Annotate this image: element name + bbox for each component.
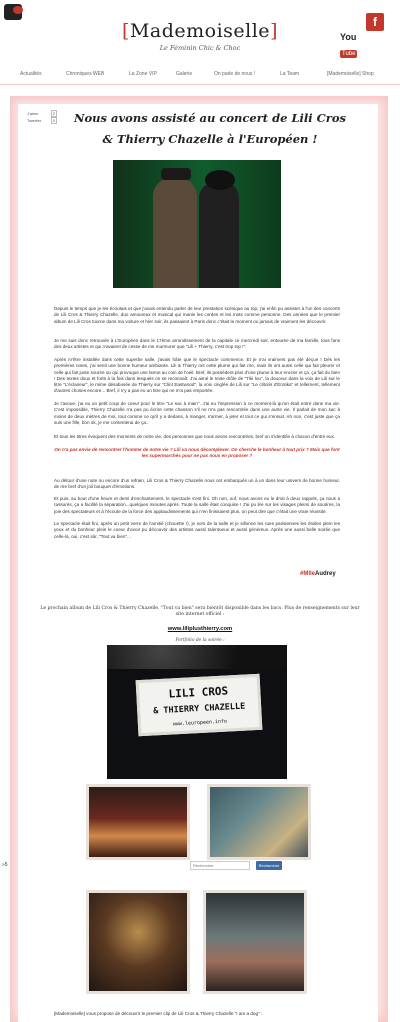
brand-tagline: Le Féminin Chic & Choc [159, 44, 241, 52]
portfolio-photo-performance[interactable] [207, 784, 311, 860]
nav-item-shop[interactable]: [Mademoiselle] Shop [327, 71, 374, 77]
album-announcement: Le prochain album de Lili Cros & Thierry Chazelle, "Tout va bien" sera bientôt disponible dans les bacs. Plus de renseignements sur leur site internet officiel : [40, 606, 360, 618]
nav-item-la-team[interactable]: La Team [280, 71, 300, 77]
signature-hash: #Mlle [300, 571, 316, 577]
nav-item-on-parle-de-nous[interactable]: On parle de nous ! [214, 71, 256, 77]
official-site-link[interactable]: www.liliplusthierry.com [167, 626, 233, 632]
marquee-line-3: www.leuropeen.info [172, 718, 228, 728]
facebook-icon[interactable]: f [366, 13, 384, 31]
youtube-tube-label: Tube [342, 51, 356, 57]
marquee-lights [107, 645, 287, 669]
concert-duo-photo [113, 160, 281, 288]
photo-figure-woman [199, 182, 239, 288]
search-bar [190, 861, 290, 871]
article-quote: On n'a pas envie de rencontrer l'homme de notre vie ? Lili va nous décomplexer. On cherche le bonheur à tout prix ? Mais que font les supermarchés pour ne pas nous en proposer ? [54, 447, 340, 459]
nav-divider [0, 84, 400, 85]
article-paragraph-3: Après m'être installée dans cette superbe salle, j'avais hâte que le spectacle commence. Et je n'ai vraiment pas été déçue ! Dès les premières notes, j'ai senti une bonne humeur ambiante. Lili & Thierry ont cette plume qui fait rire, mais ils ont aussi celle qui fait pleurer et celle qui fait juste sourire ou qui provoque une larme au coin de l'oeil. Bref, ils possèdent plus d'une plume à leur encrier et ça, ça fait du bien ! Des textes doux et forts à la fois dans lesquels on se reconnaît. J'ai aimé le texte drôle de "Tiki lou", la douceur dans la voix de Lili sur le titre "L'éclaireur", le mime désabusée de Thierry sur "Clint Eastwood", la voix cinglée de Lili sur "Le clitoris d'Erotika" et tellement, tellement d'autres choses encore... Bref, il n'y a pas eu un titre qui ne m'a pas emportée. [54, 357, 340, 394]
site-logo[interactable] [120, 20, 280, 52]
portfolio-photo-duo[interactable] [203, 890, 307, 994]
article-paragraph-4: Je l'avoue, j'ai eu un petit coup de coeur pour le titre "Le sac à main". J'ai eu l'impression à ce moment-là qu'on était entré dans ma vie. C'est impossible, Thierry Chazelle n'a pas pu écrire cette chanson s'il ne m'a pas rencontrée dans une autre vie. Il parlait de mon sac à moins de deux mètres de moi, tout comme ce qu'il y a dedans, à manger, s'armer, à jeter et tout ce qui s'ensuit. Ah non, c'est juste que ça suis une fille, bon ok, je me contenterai de ça.. [54, 401, 340, 425]
tweet-count: 0 [52, 118, 55, 123]
clip-announcement: [Mademoiselle] vous propose de découvrir le premier clip de Lili Cros & Thierry Chazelle "I am a dog" : [54, 1011, 263, 1016]
article-paragraph-7: Et puis, au bout d'une heure et demi d'enchantement, le spectacle s'est fini. Oh non, ouf, nous avons eu le droit à deux rappels, ça nous a rassurés, ça a facilité la séparation...quelques minutes après. Toute la salle était conquise ! J'ai pu lire sur les visages pleins de sourires, la joie des spectateurs et à l'écoute de la force des applaudissements qui n'en finissaient plus, on peut dire que c'était une vraie réussite. [54, 496, 340, 514]
nav-item-galerie[interactable]: Galerie [176, 71, 193, 77]
tweet-label: Tweeter [27, 118, 42, 123]
facebook-like[interactable] [27, 110, 57, 117]
portfolio-photo-poster[interactable] [86, 890, 190, 994]
like-count: 2 [52, 111, 55, 116]
marquee-sign [136, 674, 263, 736]
portfolio-photo-stage[interactable] [86, 784, 190, 860]
article-paragraph-2: Je me suis donc retrouvée à L'Européen dans le 17ème arrondissement de la capitale ce mercredi soir, entourée de ma famille, tous fans des deux artistes et qui n'avaient de cesse de me murmurer que "Lili + Thierry, c'est trop top !". [54, 338, 340, 350]
nav-item-chroniques-web[interactable]: Chroniques WEB [66, 71, 105, 77]
article-paragraph-1: Depuis le temps que je les écoutais et que j'avais entendu parler de leur prestation scénique au top, j'ai enfin pu assister à l'un des concerts de Lili Cros & Thierry Chazelle, duo amoureux et musical qui manie les cordes et les mots comme personne. Des années que le premier album de Lili Cros tourne dans ma voiture et hier soir, ils passaient à Paris donc c'était le moment ou jamais de vraiment les découvrir. [54, 306, 340, 324]
nav-item-actualites[interactable]: Actualités [20, 71, 42, 77]
article-title: Nous avons assisté au concert de Lili Cros & Thierry Chazelle à l'Européen ! [74, 111, 346, 146]
pager-label[interactable]: »5 [2, 862, 8, 868]
signature-name: Audrey [315, 571, 336, 577]
portfolio-caption: Portfolio de la soirée : [175, 638, 225, 643]
search-button[interactable]: Rechercher [256, 861, 282, 870]
author-signature[interactable] [300, 571, 336, 577]
marquee-line-2: & THIERRY CHAZELLE [152, 701, 246, 717]
photo-figure-man [153, 178, 197, 288]
brand-bracket-close: ] [270, 20, 278, 42]
photo-hair [205, 170, 235, 190]
article-paragraph-5: Et tous les titres évoquent des moments de notre vie, des personnes que nous avons rencontrées, bref on s'identifie à chacun d'entre eux. [54, 434, 336, 439]
brand-bracket-open: [ [122, 20, 130, 42]
site-header [0, 0, 400, 60]
theatre-marquee-photo [107, 645, 287, 779]
tweet-button[interactable] [27, 117, 57, 124]
article-paragraph-8: Le spectacle était fini, après un petit verre de l'amitié (chouette !), je sors de la salle et je sillonne les rues parisiennes les étoiles plein les yeux et du bonheur plein le coeur d'avoir pu découvrir des artistes aussi talentueux et aussi généreux. Après une aussi belle soirée que celle-là, oui, c'est sûr, "Tout va bien"... [54, 521, 340, 539]
social-share [27, 110, 57, 124]
search-input[interactable] [190, 861, 250, 870]
main-nav [0, 68, 400, 82]
youtube-you-label: You [340, 32, 357, 42]
site-corner-logo-icon[interactable] [4, 4, 22, 20]
photo-hat [161, 168, 191, 180]
like-label: J'aime [27, 111, 39, 116]
nav-item-zone-vip[interactable]: La Zone VIP [129, 71, 157, 77]
brand-title [120, 20, 280, 42]
article-paragraph-6: Au détour d'une note ou encore d'un refrain, Lili Cros & Thierry Chazelle nous ont embarqués un à un dans leur univers de bonne humeur, de rire bref d'un joli bouquet d'émotions. [54, 478, 340, 490]
youtube-icon[interactable] [340, 32, 358, 60]
brand-name: Mademoiselle [129, 20, 271, 42]
marquee-line-1: LILI CROS [168, 684, 229, 701]
